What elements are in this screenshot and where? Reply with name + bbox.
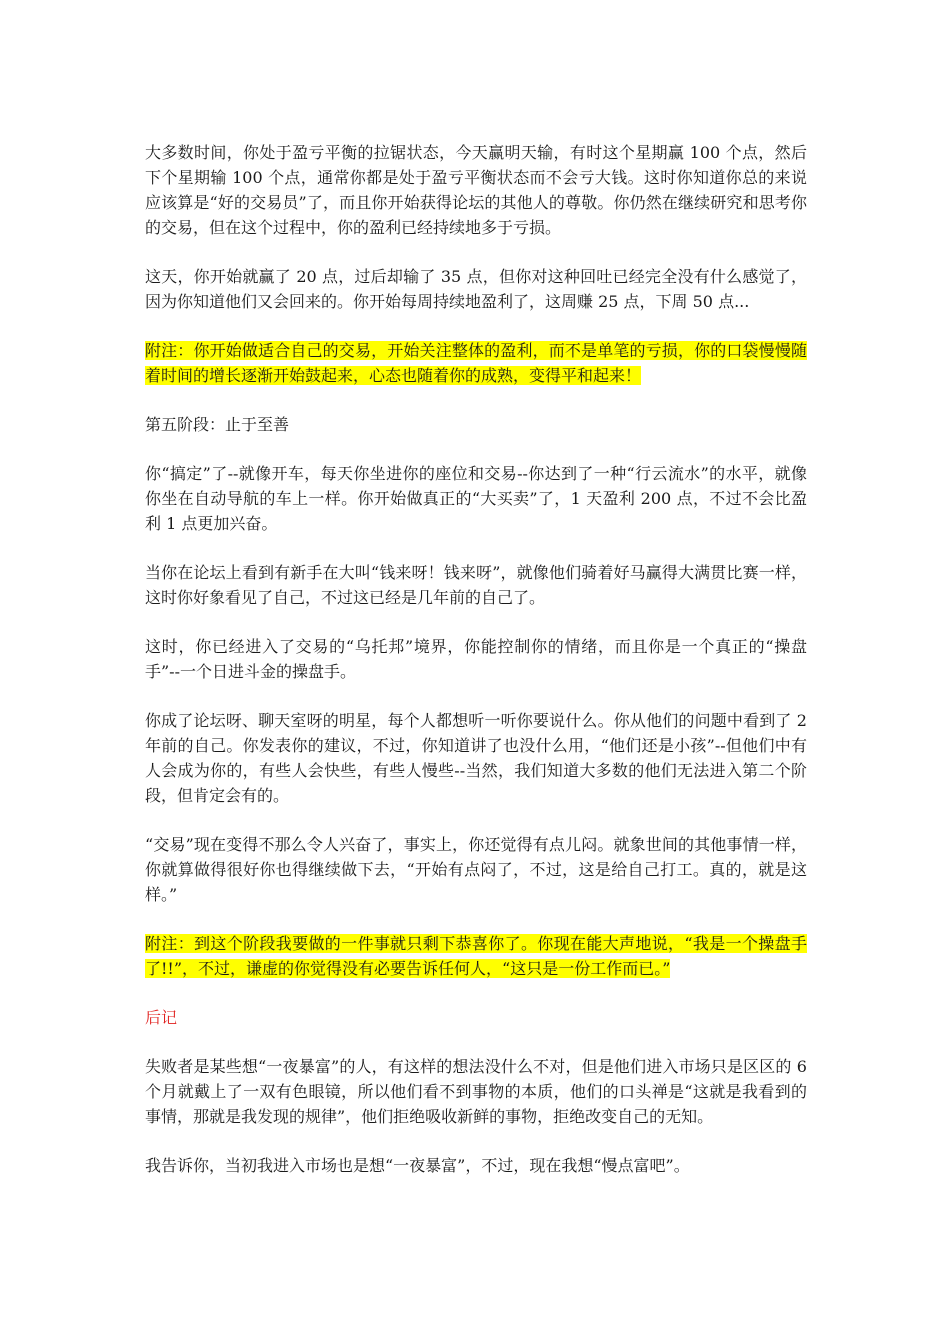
epilogue-heading: 后记 xyxy=(145,1008,178,1027)
paragraph-losers: 失败者是某些想“一夜暴富”的人，有这样的想法没什么不对，但是他们进入市场只是区区的 6 个月就戴上了一双有色眼镜，所以他们看不到事物的本质，他们的口头禅是“这就是我看到的事情，那就是我发现的规律”，他们拒绝吸收新鲜的事物，拒绝改变自己的无知。 xyxy=(145,1057,807,1126)
paragraph-boring: “交易”现在变得不那么令人兴奋了，事实上，你还觉得有点儿闷。就象世间的其他事情一样，你就算做得很好你也得继续做下去，“开始有点闷了，不过，这是给自己打工。真的，就是这样。” xyxy=(145,835,807,904)
paragraph-mastery: 你“搞定”了--就像开车，每天你坐进你的座位和交易--你达到了一种“行云流水”的水平，就像你坐在自动导航的车上一样。你开始做真正的“大买卖”了，1 天盈利 200 点，不过不会比盈利 1 点更加兴奋。 xyxy=(145,464,807,533)
stage5-heading: 第五阶段：止于至善 xyxy=(145,415,290,434)
paragraph-weekly-profit: 这天，你开始就赢了 20 点，过后却输了 35 点，但你对这种回吐已经完全没有什么感觉了，因为你知道他们又会回来的。你开始每周持续地盈利了，这周赚 25 点，下周 50 点... xyxy=(145,267,807,311)
note-highlighted-1 xyxy=(145,338,807,388)
paragraph-newbies: 当你在论坛上看到有新手在大叫“钱来呀！钱来呀”，就像他们骑着好马赢得大满贯比赛一样，这时你好象看见了自己，不过这已经是几年前的自己了。 xyxy=(145,563,807,607)
paragraph-get-rich-slowly: 我告诉你，当初我进入市场也是想“一夜暴富”，不过，现在我想“慢点富吧”。 xyxy=(145,1156,690,1175)
document-body xyxy=(145,140,807,1202)
note-highlighted-2 xyxy=(145,931,807,981)
paragraph-breakeven: 大多数时间，你处于盈亏平衡的拉锯状态，今天赢明天输，有时这个星期赢 100 个点，然后下个星期输 100 个点，通常你都是处于盈亏平衡状态而不会亏大钱。这时你知道你总的来说应该算是“好的交易员”了，而且你开始获得论坛的其他人的尊敬。你仍然在继续研究和思考你的交易，但在这个过程中，你的盈利已经持续地多于亏损。 xyxy=(145,143,807,237)
note-highlight-text-2: 附注：到这个阶段我要做的一件事就只剩下恭喜你了。你现在能大声地说，“我是一个操盘手了!!”，不过，谦虚的你觉得没有必要告诉任何人，“这只是一份工作而已。” xyxy=(145,934,807,978)
paragraph-forum-star: 你成了论坛呀、聊天室呀的明星，每个人都想听一听你要说什么。你从他们的问题中看到了 2 年前的自己。你发表你的建议，不过，你知道讲了也没什么用，“他们还是小孩”--但他们中有人会成为你的，有些人会快些，有些人慢些--当然，我们知道大多数的他们无法进入第二个阶段，但肯定会有的。 xyxy=(145,711,807,805)
note-highlight-text-1: 附注：你开始做适合自己的交易，开始关注整体的盈利，而不是单笔的亏损，你的口袋慢慢随着时间的增长逐渐开始鼓起来，心态也随着你的成熟，变得平和起来！ xyxy=(145,341,807,385)
paragraph-utopia: 这时，你已经进入了交易的“乌托邦”境界，你能控制你的情绪，而且你是一个真正的“操盘手”--一个日进斗金的操盘手。 xyxy=(145,637,807,681)
